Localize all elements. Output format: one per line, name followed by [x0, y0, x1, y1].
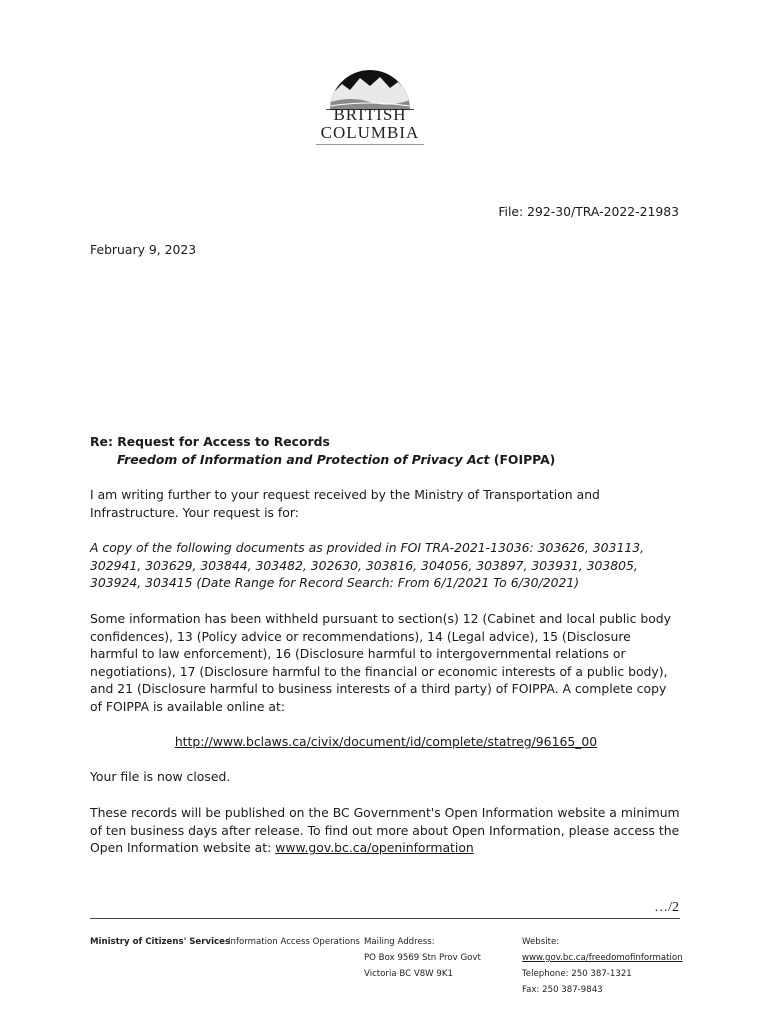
footer-divider [90, 918, 680, 919]
act-abbrev: (FOIPPA) [489, 451, 556, 467]
intro-paragraph: I am writing further to your request received by the Ministry of Transportation and Infrastructure. Your request is for: [90, 487, 600, 520]
bc-logo [312, 44, 428, 148]
withheld-paragraph: Some information has been withheld pursuant to section(s) 12 (Cabinet and local public body confidences), 13 (Policy advice or recommendations), 14 (Legal advice), 15 (Disclosure harmful to law enforcement), 16 (Disclosure harmful to intergovernmental relations or negotiations), 17 (Disclosure harmful to the financial or economic interests of a public body), and 21 (Disclosure harmful to business interests of a third party) of FOIPPA. A complete copy of FOIPPA is available online at: [90, 611, 671, 714]
foippa-link-line [90, 733, 682, 751]
open-info-paragraph [90, 804, 682, 857]
subject-line: Re: Request for Access to Records [90, 434, 330, 449]
footer-mailing [364, 934, 481, 982]
page-number: …/2 [654, 900, 679, 915]
logo-line-british: BRITISH [333, 105, 407, 124]
mailing-line-1: PO Box 9569 Stn Prov Govt [364, 953, 481, 963]
act-name: Freedom of Information and Protection of Privacy Act [117, 451, 490, 467]
website-label: Website: [522, 937, 560, 947]
letter-date: February 9, 2023 [90, 242, 197, 257]
fax: Fax: 250 387-9843 [522, 985, 603, 995]
website-link[interactable]: www.gov.bc.ca/freedomofinformation [522, 953, 683, 963]
bc-logo-graphic [312, 44, 428, 110]
file-number: File: 292-30/TRA-2022-21983 [498, 204, 679, 219]
file-closed-paragraph: Your file is now closed. [90, 769, 231, 784]
logo-underline [316, 144, 424, 145]
mailing-line-2: Victoria BC V8W 9K1 [364, 969, 453, 979]
footer-branch: Information Access Operations [228, 937, 360, 947]
telephone: Telephone: 250 387-1321 [522, 969, 632, 979]
open-info-text: These records will be published on the BC Government's Open Information website a minimum of ten business days after release. To find out more about Open Information, please access the Open Information website at: [90, 805, 680, 856]
subject-block [90, 433, 690, 468]
open-info-link[interactable]: www.gov.bc.ca/openinformation [275, 840, 474, 856]
logo-line-columbia: COLUMBIA [320, 123, 420, 142]
footer-contact [522, 934, 683, 998]
foippa-link[interactable]: http://www.bclaws.ca/civix/document/id/complete/statreg/96165_00 [174, 734, 598, 749]
subject-act-line [90, 451, 690, 469]
footer-ministry: Ministry of Citizens' Services [90, 937, 231, 947]
mailing-label: Mailing Address: [364, 937, 435, 947]
request-description: A copy of the following documents as provided in FOI TRA-2021-13036: 303626, 303113, 302941, 303629, 303844, 303482, 302630, 303816, 304056, 303897, 303931, 303805, 303924, 303415 (Date Range for Record Search: From 6/1/2021 To 6/30/2021) [90, 540, 645, 591]
